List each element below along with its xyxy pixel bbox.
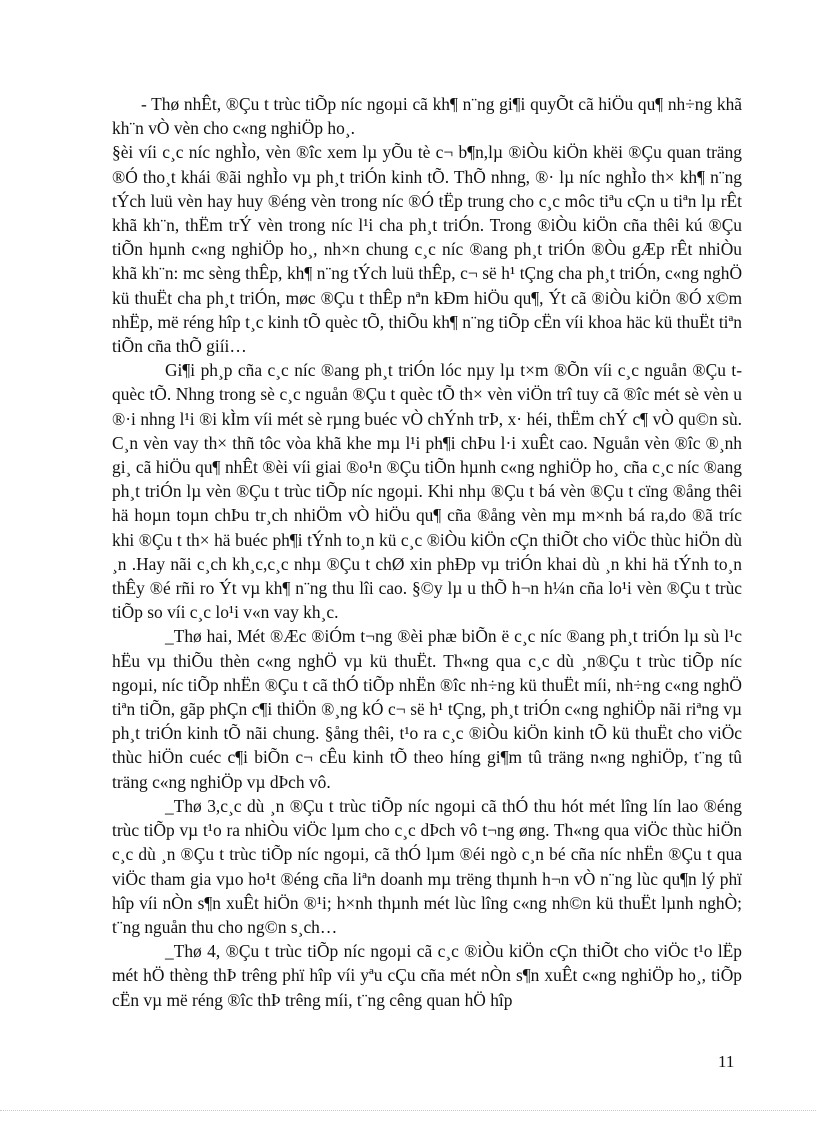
document-page	[112, 92, 742, 1012]
page-bottom-divider	[0, 1110, 816, 1111]
paragraph-6: _Thø 4, ®Çu t trùc tiÕp níc ngoµi cã c¸c ®iÒu kiÖn cÇn thiÕt cho viÖc t¹o lËp mét hÖ thèng thÞ trêng phï hîp víi yªu cÇu cña mét nÒn s¶n xuÊt c«ng nghiÖp ho¸, tiÕp cËn vµ më réng ®îc thÞ trêng míi, t¨ng cêng quan hÖ hîp	[112, 941, 742, 1010]
paragraph-1: - Thø nhÊt, ®Çu t trùc tiÕp níc ngoµi cã kh¶ n¨ng gi¶i quyÕt cã hiÖu qu¶ nh÷ng khã kh¨n vÒ vèn cho c«ng nghiÖp ho¸.	[112, 94, 742, 139]
paragraph-5: _Thø 3,c¸c dù ¸n ®Çu t trùc tiÕp níc ngoµi cã thÓ thu hót mét lîng lín lao ®éng trùc tiÕp vµ t¹o ra nhiÒu viÖc lµm cho c¸c dÞch vô t¬ng øng. Th«ng qua viÖc thùc hiÖn c¸c dù ¸n ®Çu t trùc tiÕp níc ngoµi, cã thÓ lµm ®éi ngò c¸n bé cña níc nhËn ®Çu t qua viÖc tham gia vµo ho¹t ®éng cña liªn doanh mµ trëng thµnh h¬n vÒ n¨ng lùc qu¶n lý phï hîp víi nÒn s¶n xuÊt hiÖn ®¹i; h×nh thµnh mét lùc lîng c«ng nh©n kü thuËt lµnh nghÒ; t¨ng nguån thu cho ng©n s¸ch…	[112, 795, 742, 937]
paragraph-4: _Thø hai, Mét ®Æc ®iÓm t¬ng ®èi phæ biÕn ë c¸c níc ®ang ph¸t triÓn lµ sù l¹c hËu vµ thiÕu thèn c«ng nghÖ vµ kü thuËt. Th«ng qua c¸c dù ¸n®Çu t trùc tiÕp níc ngoµi, níc tiÕp nhËn ®Çu t cã thÓ tiÕp nhËn ®îc nh÷ng kü thuËt míi, nh÷ng c«ng nghÖ tiªn tiÕn, gãp phÇn c¶i thiÖn ®¸ng kÓ c¬ së h¹ tÇng, ph¸t triÓn c«ng nghiÖp nãi riªng vµ ph¸t triÓn kinh tÕ nãi chung. §ång thêi, t¹o ra c¸c ®iÒu kiÖn kinh tÕ kü thuËt cho viÖc thùc hiÖn cuéc c¶i biÕn c¬ cÊu kinh tÕ theo híng gi¶m tû träng n«ng nghiÖp, t¨ng tû träng c«ng nghiÖp vµ dÞch vô.	[112, 626, 742, 792]
page-number: 11	[718, 1052, 735, 1071]
paragraph-3: Gi¶i ph¸p cña c¸c níc ®ang ph¸t triÓn lóc nµy lµ t×m ®Õn víi c¸c nguån ®Çu t quèc tÕ. Nhng trong sè c¸c nguån ®Çu t quèc tÕ th× vèn viÖn trî tuy cã ®îc mét sè vèn u ®·i nhng l¹i ®i kÌm víi mét sè rµng buéc vÒ chÝnh trÞ, x· héi, thËm chÝ c¶ vÒ qu©n sù. C¸n vèn vay th× thñ tôc vòa khã khe mµ l¹i ph¶i chÞu l·i xuÊt cao. Nguån vèn ®îc ®¸nh gi¸ cã hiÖu qu¶ nhÊt ®èi víi giai ®o¹n ®Çu tiÕn hµnh c«ng nghiÖp ho¸ cña c¸c níc ®ang ph¸t triÓn lµ vèn ®Çu t trùc tiÕp níc ngoµi. Khi nhµ ®Çu t bá vèn ®Çu t cïng ®ång thêi hä hoµn toµn chÞu tr¸ch nhiÖm vÒ hiÖu qu¶ cña ®ång vèn mµ m×nh bá ra,do ®ã tríc khi ®Çu t th× hä buéc ph¶i tÝnh to¸n kü c¸c ®iÒu kiÖn cÇn thiÕt cho viÖc thùc hiÖn dù ¸n .Hay nãi c¸ch kh¸c,c¸c nhµ ®Çu t chØ xin phÐp vµ triÓn khai dù ¸n khi hä tÝnh to¸n thÊy ®é rñi ro Ýt vµ kh¶ n¨ng thu lîi cao. §©y lµ u thÕ h¬n h¼n cña lo¹i vèn ®Çu t trùc tiÕp so víi c¸c lo¹i v«n vay kh¸c.	[112, 360, 742, 623]
paragraph-2: §èi víi c¸c níc nghÌo, vèn ®îc xem lµ yÕu tè c¬ b¶n,lµ ®iÒu kiÖn khëi ®Çu quan träng ®Ó tho¸t khái ®ãi nghÌo vµ ph¸t triÓn kinh tÕ. ThÕ nhng, ®· lµ níc nghÌo th× kh¶ n¨ng tÝch luü vèn hay huy ®éng vèn trong níc ®Ó tËp trung cho c¸c môc tiªu cÇn u tiªn lµ rÊt khã kh¨n, thËm trÝ vèn trong níc l¹i cha ph¸t triÓn. Trong ®iÒu kiÖn cña thêi kú ®Çu tiÕn hµnh c«ng nghiÖp ho¸, nh×n chung c¸c níc ®ang ph¸t triÓn ®Òu gÆp rÊt nhiÒu khã kh¨n: mc sèng thÊp, kh¶ n¨ng tÝch luü thÊp, c¬ së h¹ tÇng cha ph¸t triÓn, c«ng nghÖ kü thuËt cha ph¸t triÓn, møc ®Çu t thÊp nªn kÐm hiÖu qu¶, Ýt cã ®iÒu kiÖn ®Ó x©m nhËp, më réng hîp t¸c kinh tÕ quèc tÕ, thiÕu kh¶ n¨ng tiÕp cËn víi khoa häc kü thuËt tiªn tiÕn cña thÕ giíi…	[112, 142, 742, 357]
